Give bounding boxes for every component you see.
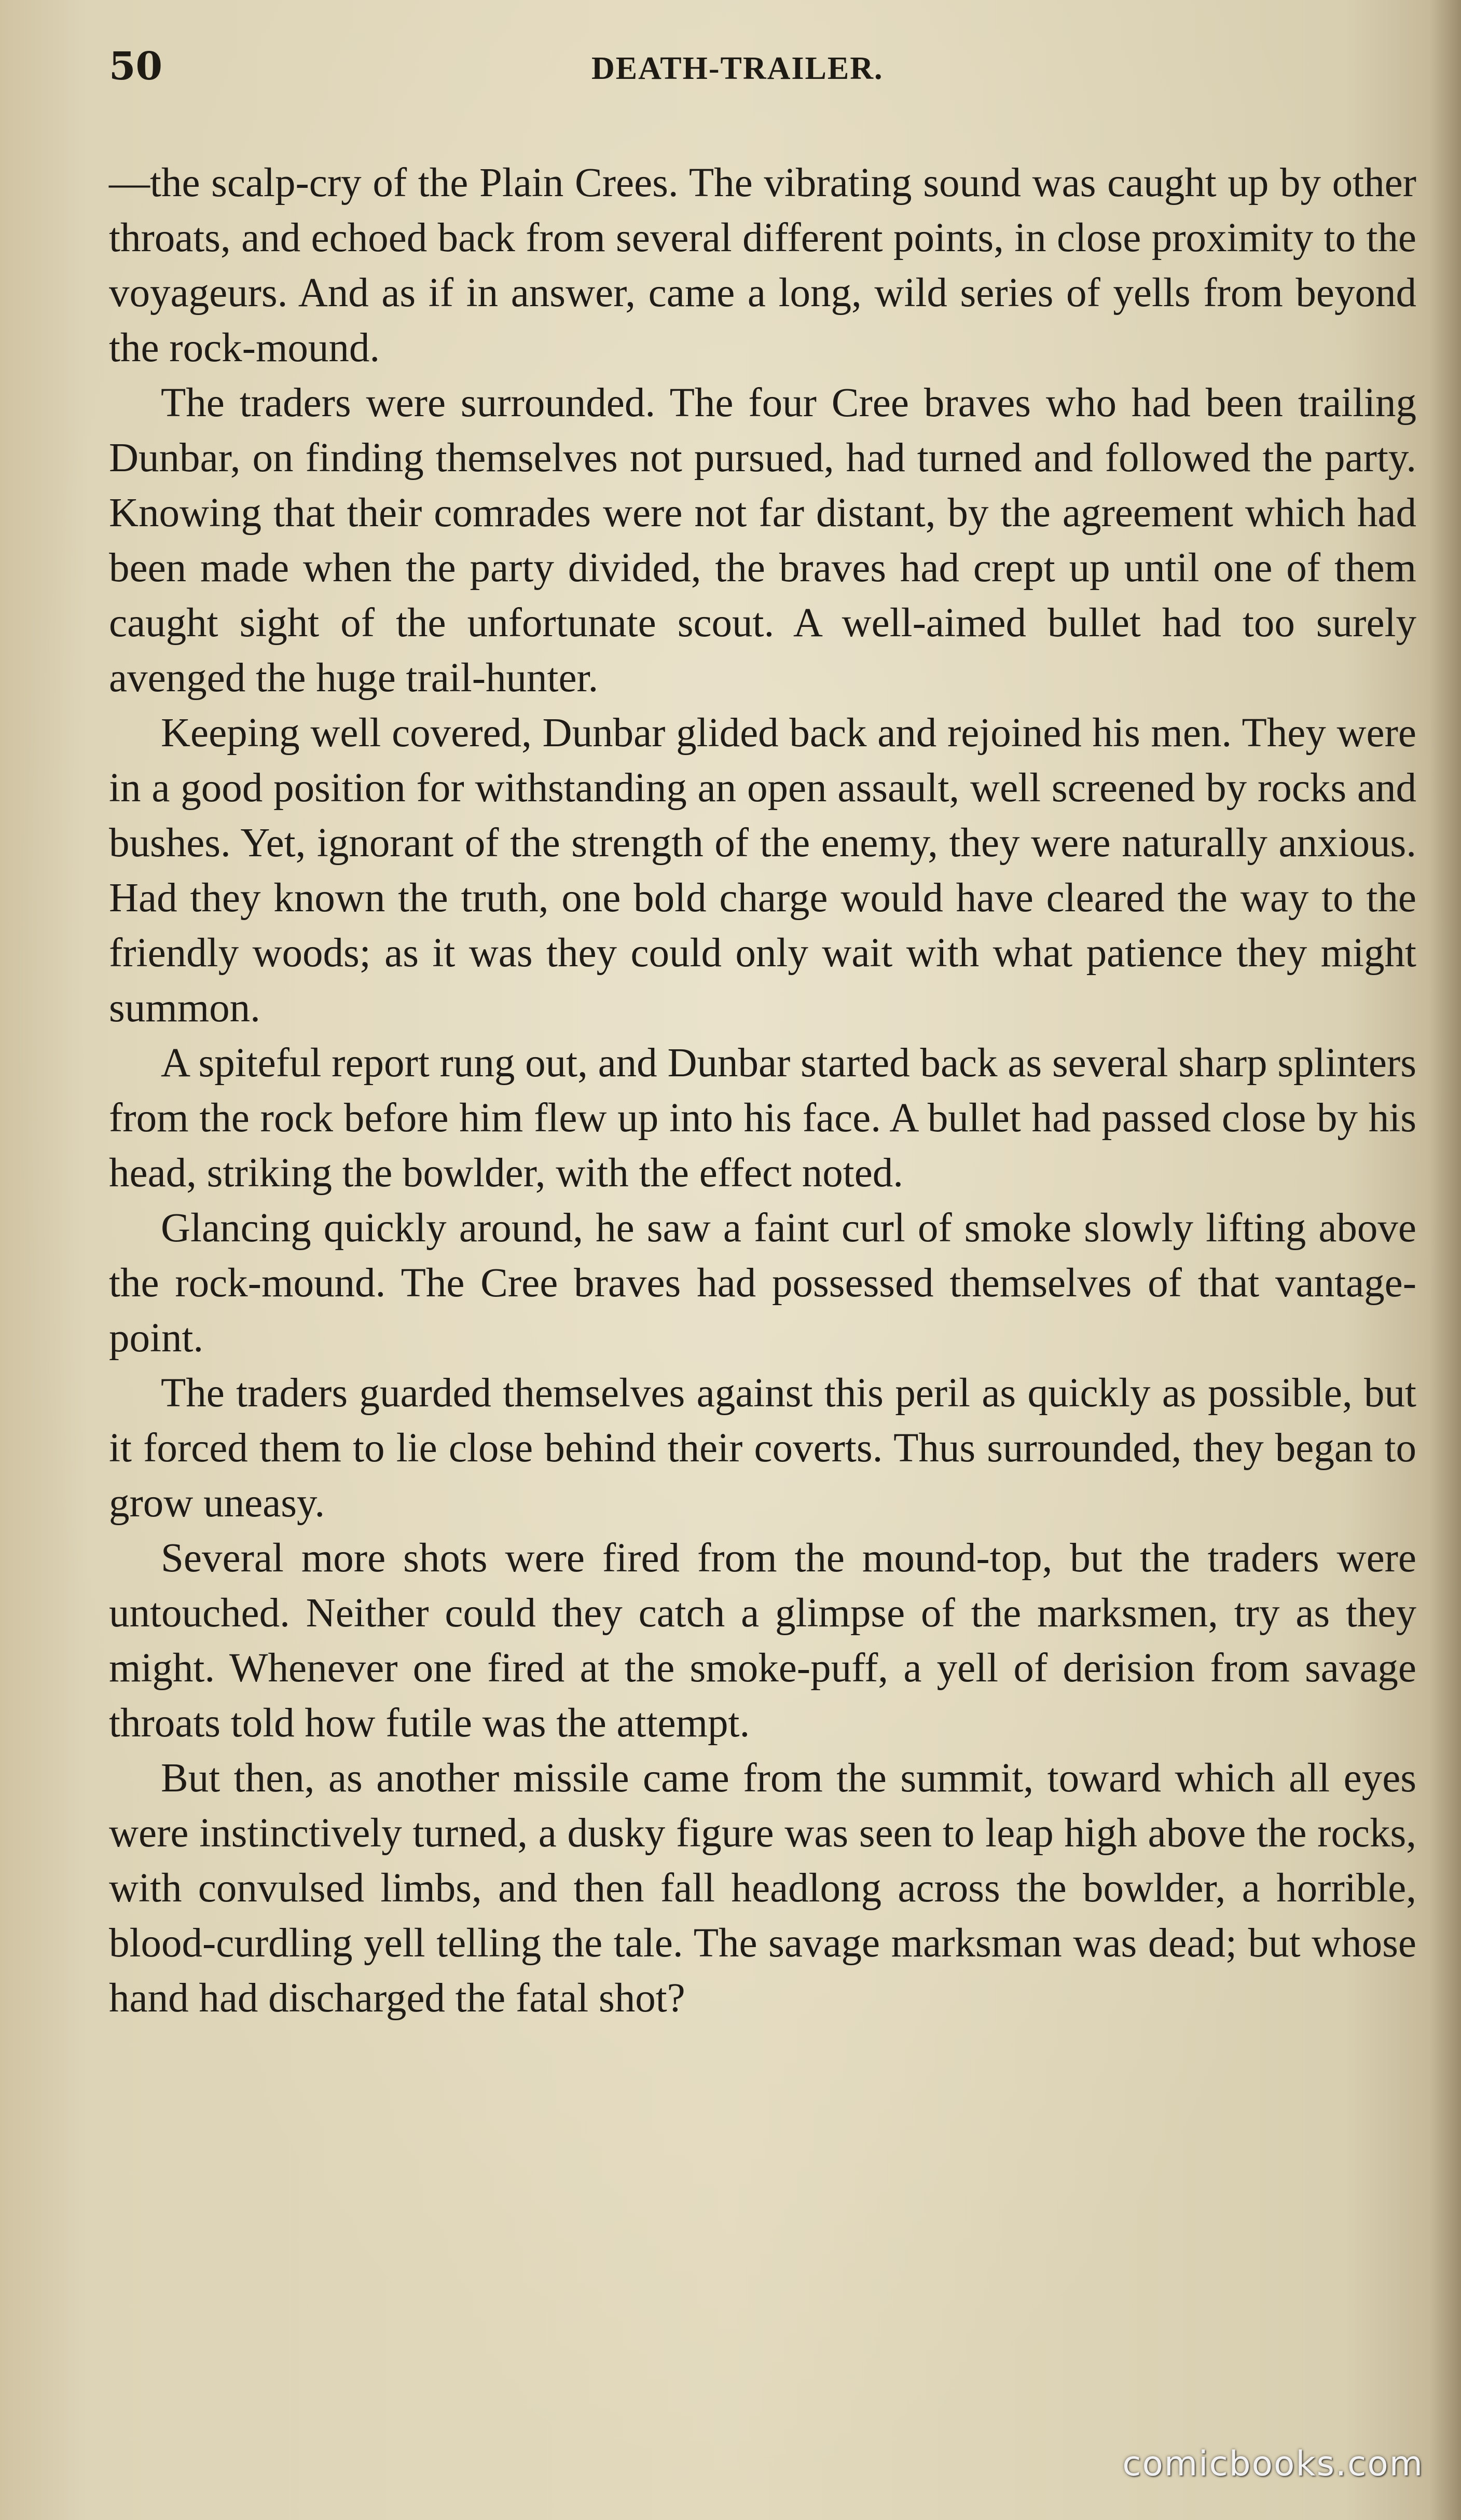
running-title: DEATH-TRAILER. xyxy=(591,51,884,86)
watermark: comicbooks.com xyxy=(1122,2444,1424,2484)
page-number: 50 xyxy=(109,44,162,89)
paragraph: The traders were surrounded. The four Cree braves who had been trailing Dunbar, on finding themselves not pursued, had turned and followed the party. Knowing that their comrades were not far distant, by the agreement which had been made when the party divided, the braves had crept up until one of them caught sight of the unfortunate scout. A well-aimed bullet had too surely avenged the huge trail-hunter. xyxy=(109,380,1416,701)
paragraph: But then, as another missile came from the summit, toward which all eyes were instinctively turned, a dusky figure was seen to leap high above the rocks, with convulsed limbs, and then fall headlong across the bowlder, a horrible, blood-curdling yell telling the tale. The savage marksman was dead; but whose hand had discharged the fatal shot? xyxy=(109,1756,1416,2021)
paragraph: Glancing quickly around, he saw a faint curl of smoke slowly lifting above the rock-mound. The Cree braves had possessed themselves of that vantage-point. xyxy=(109,1206,1416,1361)
paragraph: —the scalp-cry of the Plain Crees. The vibrating sound was caught up by other throats, and echoed back from several different points, in close proximity to the voyageurs. And as if in answer, came a long, wild series of yells from beyond the rock-mound. xyxy=(109,160,1416,371)
page-edge-shadow xyxy=(1430,0,1461,2520)
paragraph: A spiteful report rung out, and Dunbar started back as several sharp splinters from the rock before him flew up into his face. A bullet had passed close by his head, striking the bowlder, with the effect noted. xyxy=(109,1040,1416,1196)
page-header xyxy=(109,44,1416,101)
paragraph: Keeping well covered, Dunbar glided back and rejoined his men. They were in a good position for withstanding an open assault, well screened by rocks and bushes. Yet, ignorant of the strength of the enemy, they were naturally anxious. Had they known the truth, one bold charge would have cleared the way to the friendly woods; as it was they could only wait with what patience they might summon. xyxy=(109,710,1416,1031)
paragraph: The traders guarded themselves against this peril as quickly as possible, but it forced them to lie close behind their coverts. Thus surrounded, they began to grow uneasy. xyxy=(109,1371,1416,1526)
paragraph: Several more shots were fired from the mound-top, but the traders were untouched. Neither could they catch a glimpse of the marksmen, try as they might. Whenever one fired at the smoke-puff, a yell of derision from savage throats told how futile was the attempt. xyxy=(109,1536,1416,1746)
body-text xyxy=(109,156,1416,2026)
